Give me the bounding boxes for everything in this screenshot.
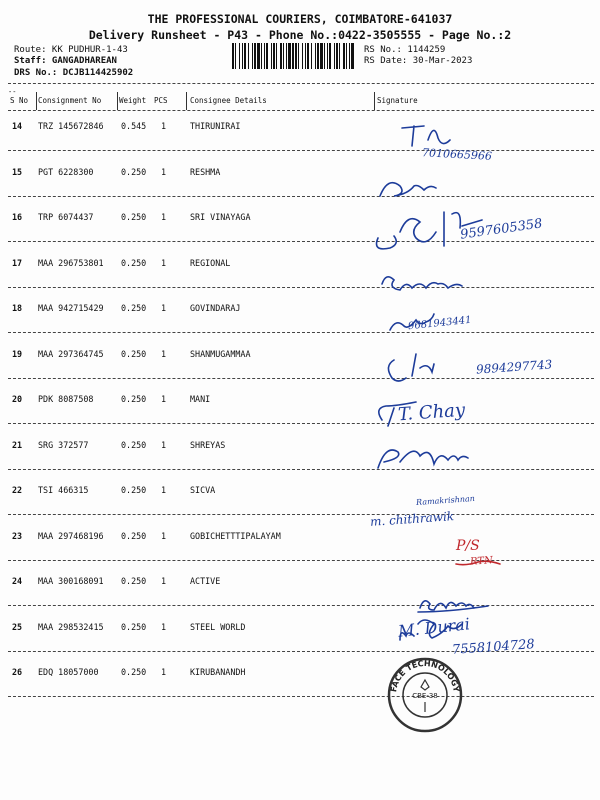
row-divider bbox=[8, 332, 594, 333]
row-divider bbox=[8, 605, 594, 606]
col-divider bbox=[36, 92, 37, 110]
row-consignment-no: MAA 300168091 bbox=[38, 576, 104, 586]
drs-number: DRS No.: DCJB114425902 bbox=[14, 68, 134, 78]
row-pcs: 1 bbox=[161, 531, 167, 541]
sig-23-rtn: RTN bbox=[469, 555, 494, 568]
barcode-image bbox=[232, 43, 354, 69]
header-dashes: -- bbox=[8, 88, 17, 96]
svg-text:FACE TECHNOLOGY bbox=[389, 659, 461, 693]
row-consignee: THIRUNIRAI bbox=[190, 121, 241, 131]
sig-18-phone: 9681943441 bbox=[407, 314, 473, 333]
row-weight: 0.250 bbox=[121, 485, 147, 495]
stamp-code: CBE-38 bbox=[412, 692, 438, 700]
row-pcs: 1 bbox=[161, 303, 167, 313]
row-weight: 0.545 bbox=[121, 121, 147, 131]
row-pcs: 1 bbox=[161, 394, 167, 404]
row-divider bbox=[8, 514, 594, 515]
row-consignment-no: TRP 6074437 bbox=[38, 212, 94, 222]
row-divider bbox=[8, 696, 594, 697]
row-sno: 14 bbox=[12, 121, 23, 131]
runsheet-subtitle: Delivery Runsheet - P43 - Phone No.:0422-3505555 - Page No.:2 bbox=[88, 28, 512, 42]
row-sno: 24 bbox=[12, 576, 23, 586]
row-pcs: 1 bbox=[161, 212, 167, 222]
row-sno: 15 bbox=[12, 167, 23, 177]
row-consignment-no: MAA 298532415 bbox=[38, 622, 104, 632]
row-consignment-no: TSI 466315 bbox=[38, 485, 89, 495]
row-sno: 17 bbox=[12, 258, 23, 268]
route-text: Route: KK PUDHUR-1-43 bbox=[14, 45, 128, 55]
row-sno: 18 bbox=[12, 303, 23, 313]
row-consignment-no: SRG 372577 bbox=[38, 440, 89, 450]
sig-14-mark bbox=[402, 126, 450, 146]
row-sno: 19 bbox=[12, 349, 23, 359]
row-weight: 0.250 bbox=[121, 349, 147, 359]
row-consignment-no: PGT 6228300 bbox=[38, 167, 94, 177]
row-weight: 0.250 bbox=[121, 167, 147, 177]
header-rule bbox=[8, 83, 594, 84]
row-consignee: ACTIVE bbox=[190, 576, 221, 586]
row-consignment-no: TRZ 145672846 bbox=[38, 121, 104, 131]
row-pcs: 1 bbox=[161, 622, 167, 632]
row-divider bbox=[8, 241, 594, 242]
row-weight: 0.250 bbox=[121, 440, 147, 450]
row-consignment-no: PDK 8087508 bbox=[38, 394, 94, 404]
row-consignment-no: MAA 297468196 bbox=[38, 531, 104, 541]
stamp-ring-text: FACE TECHNOLOGY bbox=[389, 658, 461, 693]
row-consignee: GOVINDARAJ bbox=[190, 303, 241, 313]
row-sno: 23 bbox=[12, 531, 23, 541]
row-divider bbox=[8, 423, 594, 424]
row-sno: 22 bbox=[12, 485, 23, 495]
row-consignee: SHREYAS bbox=[190, 440, 226, 450]
staff-text: Staff: GANGADHAREAN bbox=[14, 56, 117, 66]
row-pcs: 1 bbox=[161, 440, 167, 450]
col-sno-header: S No bbox=[10, 96, 29, 105]
row-sno: 16 bbox=[12, 212, 23, 222]
row-pcs: 1 bbox=[161, 485, 167, 495]
row-divider bbox=[8, 560, 594, 561]
row-consignment-no: EDQ 18057000 bbox=[38, 667, 99, 677]
col-divider bbox=[374, 92, 375, 110]
row-consignee: SHANMUGAMMAA bbox=[190, 349, 251, 359]
col-pcs-header: PCS bbox=[154, 96, 168, 105]
row-consignee: STEEL WORLD bbox=[190, 622, 246, 632]
sig-22-top: Ramakrishnan bbox=[415, 493, 476, 508]
row-consignee: SICVA bbox=[190, 485, 216, 495]
row-weight: 0.250 bbox=[121, 622, 147, 632]
sig-21-mark bbox=[378, 450, 468, 468]
sig-15-mark bbox=[380, 183, 436, 196]
row-weight: 0.250 bbox=[121, 303, 147, 313]
header-bottom-rule bbox=[8, 110, 594, 111]
col-divider bbox=[117, 92, 118, 110]
row-consignment-no: MAA 297364745 bbox=[38, 349, 104, 359]
row-pcs: 1 bbox=[161, 576, 167, 586]
row-consignment-no: MAA 942715429 bbox=[38, 303, 104, 313]
col-consignment-header: Consignment No bbox=[38, 96, 102, 105]
row-sno: 21 bbox=[12, 440, 23, 450]
sig-23-ps: P/S bbox=[456, 538, 480, 554]
row-consignee: SRI VINAYAGA bbox=[190, 212, 251, 222]
row-sno: 20 bbox=[12, 394, 23, 404]
row-divider bbox=[8, 196, 594, 197]
col-details-header: Consignee Details bbox=[190, 96, 267, 105]
row-consignee: REGIONAL bbox=[190, 258, 231, 268]
rs-date: RS Date: 30-Mar-2023 bbox=[364, 56, 473, 66]
col-signature-header: Signature bbox=[377, 96, 418, 105]
row-weight: 0.250 bbox=[121, 212, 147, 222]
sig-14-phone: 7010665966 bbox=[421, 146, 493, 163]
row-pcs: 1 bbox=[161, 667, 167, 677]
row-pcs: 1 bbox=[161, 167, 167, 177]
row-consignment-no: MAA 296753801 bbox=[38, 258, 104, 268]
col-weight-header: Weight bbox=[119, 96, 147, 105]
row-consignee: GOBICHETTTIPALAYAM bbox=[190, 531, 281, 541]
row-weight: 0.250 bbox=[121, 258, 147, 268]
sig-19-phone: 9894297743 bbox=[475, 357, 553, 377]
row-sno: 26 bbox=[12, 667, 23, 677]
row-pcs: 1 bbox=[161, 121, 167, 131]
row-consignee: MANI bbox=[190, 394, 211, 404]
row-weight: 0.250 bbox=[121, 394, 147, 404]
col-divider bbox=[186, 92, 187, 110]
sig-25-phone: 7558104728 bbox=[451, 637, 536, 658]
row-weight: 0.250 bbox=[121, 576, 147, 586]
sig-20-name: T. Chay bbox=[397, 399, 466, 426]
row-pcs: 1 bbox=[161, 258, 167, 268]
row-consignee: KIRUBANANDH bbox=[190, 667, 246, 677]
row-divider bbox=[8, 150, 594, 151]
sig-22-name: m. chithrawik bbox=[369, 509, 455, 529]
company-title: THE PROFESSIONAL COURIERS, COIMBATORE-641037 bbox=[147, 12, 453, 26]
sig-24-line bbox=[418, 606, 488, 612]
row-divider bbox=[8, 378, 594, 379]
row-divider bbox=[8, 287, 594, 288]
sig-25-name: M. Durai bbox=[397, 614, 471, 641]
sig-19-mark bbox=[388, 354, 434, 381]
row-sno: 25 bbox=[12, 622, 23, 632]
stamp-image bbox=[386, 656, 464, 734]
row-divider bbox=[8, 469, 594, 470]
row-weight: 0.250 bbox=[121, 531, 147, 541]
rs-number: RS No.: 1144259 bbox=[364, 45, 446, 55]
row-weight: 0.250 bbox=[121, 667, 147, 677]
row-consignee: RESHMA bbox=[190, 167, 221, 177]
sig-16-phone: 9597605358 bbox=[459, 216, 544, 243]
row-pcs: 1 bbox=[161, 349, 167, 359]
